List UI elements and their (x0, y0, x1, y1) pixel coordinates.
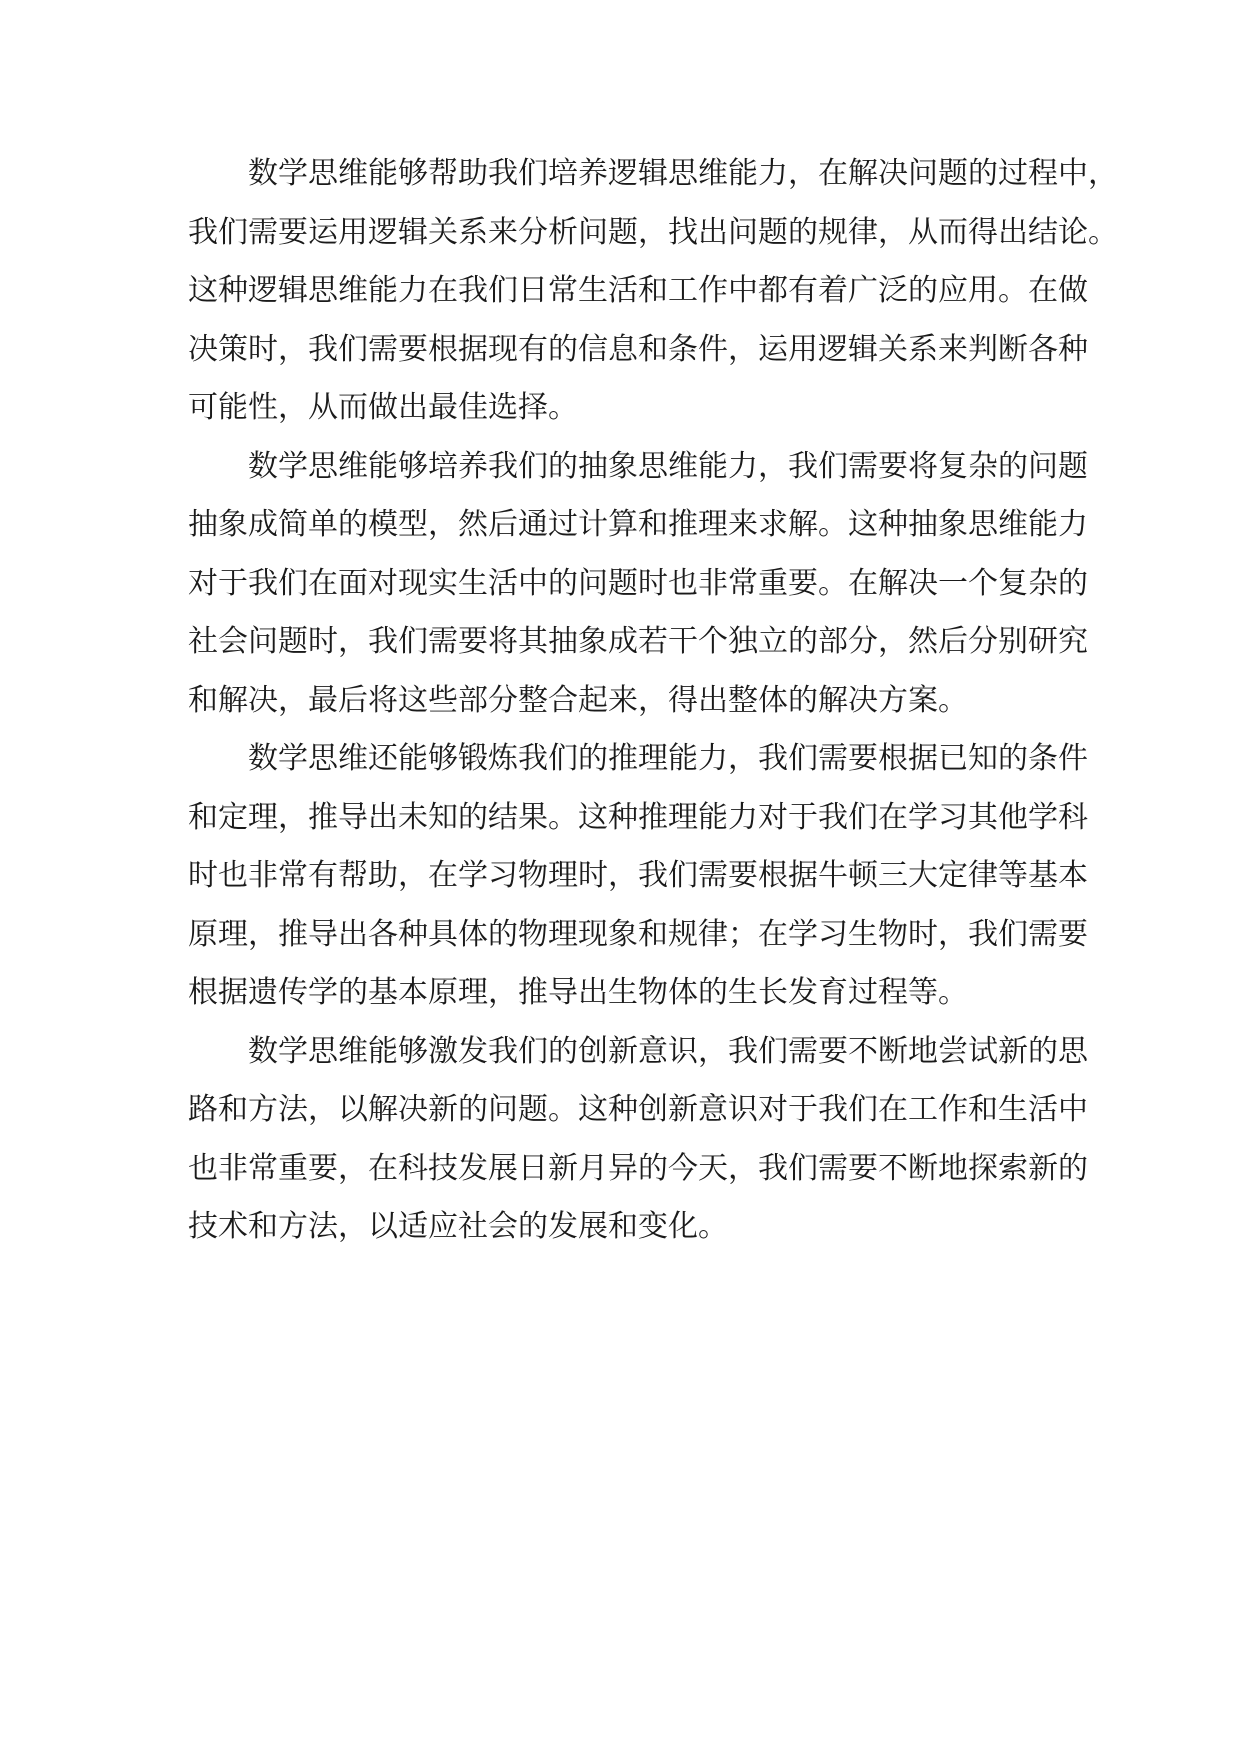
paragraph-line: 我们需要运用逻辑关系来分析问题，找出问题的规律，从而得出结论。 (188, 214, 1118, 250)
paragraph-line: 抽象成简单的模型，然后通过计算和推理来求解。这种抽象思维能力 (188, 507, 1088, 542)
paragraph-line: 数学思维能够帮助我们培养逻辑思维能力，在解决问题的过程中， (248, 156, 1118, 191)
paragraph-line: 和定理，推导出未知的结果。这种推理能力对于我们在学习其他学科 (188, 799, 1088, 835)
paragraph-line: 也非常重要，在科技发展日新月异的今天，我们需要不断地探索新的 (188, 1150, 1088, 1186)
paragraph-line: 这种逻辑思维能力在我们日常生活和工作中都有着广泛的应用。在做 (188, 273, 1088, 308)
paragraph-line: 技术和方法，以适应社会的发展和变化。 (188, 1209, 728, 1244)
paragraph-line: 根据遗传学的基本原理，推导出生物体的生长发育过程等。 (188, 975, 968, 1010)
document-body (188, 145, 1118, 1257)
paragraph-line: 和解决，最后将这些部分整合起来，得出整体的解决方案。 (188, 682, 968, 718)
paragraph-abstract-thinking (188, 438, 1088, 731)
paragraph-line: 社会问题时，我们需要将其抽象成若干个独立的部分，然后分别研究 (188, 624, 1088, 659)
paragraph-line: 决策时，我们需要根据现有的信息和条件，运用逻辑关系来判断各种 (188, 331, 1088, 367)
paragraph-line: 原理，推导出各种具体的物理现象和规律；在学习生物时，我们需要 (188, 916, 1088, 952)
paragraph-reasoning (188, 730, 1088, 1023)
paragraph-line: 对于我们在面对现实生活中的问题时也非常重要。在解决一个复杂的 (188, 565, 1088, 601)
paragraph-line: 路和方法，以解决新的问题。这种创新意识对于我们在工作和生活中 (188, 1092, 1088, 1127)
paragraph-line: 可能性，从而做出最佳选择。 (188, 390, 578, 425)
paragraph-line: 时也非常有帮助，在学习物理时，我们需要根据牛顿三大定律等基本 (188, 858, 1088, 893)
paragraph-line: 数学思维还能够锻炼我们的推理能力，我们需要根据已知的条件 (248, 741, 1088, 776)
paragraph-line: 数学思维能够激发我们的创新意识，我们需要不断地尝试新的思 (248, 1033, 1088, 1069)
paragraph-innovation (188, 1023, 1088, 1257)
paragraph-logical-thinking (188, 145, 1118, 438)
paragraph-line: 数学思维能够培养我们的抽象思维能力，我们需要将复杂的问题 (248, 448, 1088, 484)
